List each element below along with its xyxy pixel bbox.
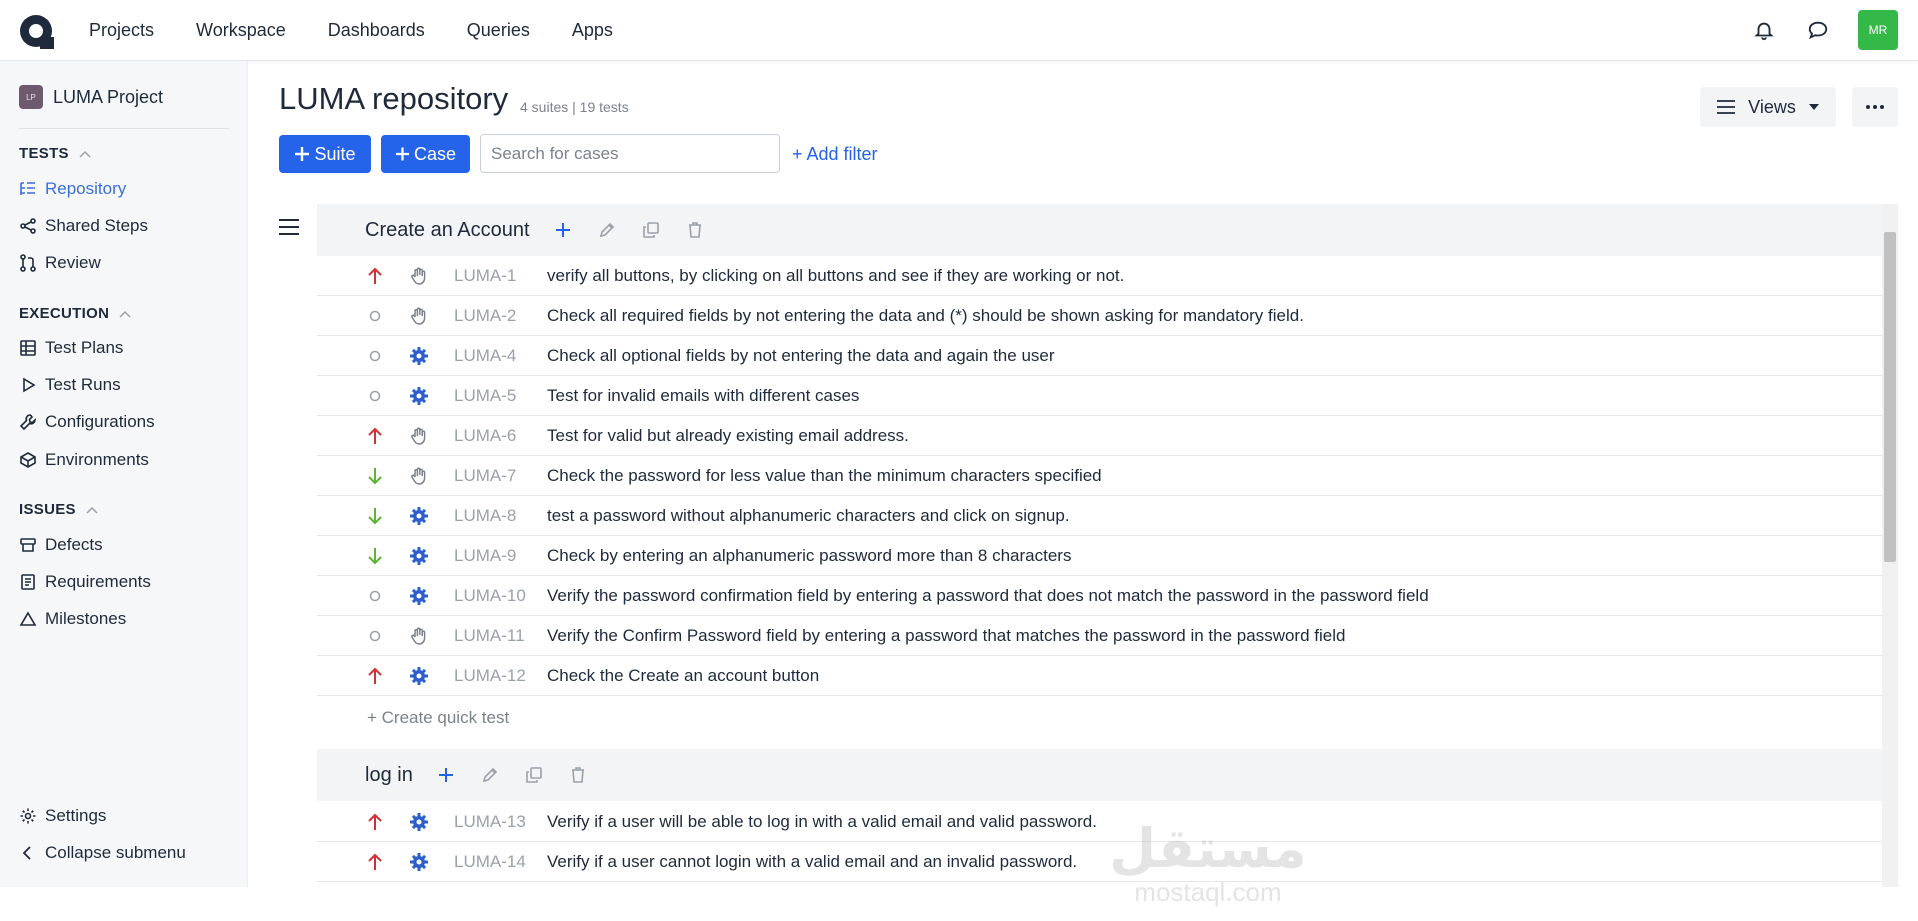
project-selector[interactable]: [19, 85, 163, 109]
project-badge: LP: [19, 85, 43, 109]
chat-bubble-icon[interactable]: [1804, 16, 1832, 44]
case-title[interactable]: Verify if a user will be able to log in with a valid email and valid password.: [547, 811, 1097, 831]
automated-gear-icon: [409, 546, 429, 566]
automated-gear-icon: [409, 506, 429, 526]
top-right-actions: [1750, 10, 1898, 50]
edit-pencil-icon[interactable]: [596, 219, 618, 241]
case-id[interactable]: LUMA-2: [454, 305, 517, 325]
case-title[interactable]: Check all optional fields by not entering the data and again the user: [547, 345, 1055, 365]
sidebar-item-shared-steps[interactable]: [19, 216, 148, 236]
page-subtitle: 4 suites | 19 tests: [520, 99, 629, 115]
sidebar-item-label: Environments: [45, 450, 149, 469]
chevron-left-icon: [19, 844, 37, 862]
views-dropdown[interactable]: [1700, 87, 1836, 127]
page-title: LUMA repository: [279, 81, 509, 116]
priority-none-icon: [367, 587, 383, 605]
automated-gear-icon: [409, 852, 429, 872]
sidebar-item-label: Test Plans: [45, 338, 124, 357]
section-execution-title: EXECUTION: [19, 305, 110, 322]
priority-low-icon: [367, 547, 383, 565]
sidebar-item-label: Settings: [45, 806, 107, 825]
sidebar-item-label: Collapse submenu: [45, 843, 186, 862]
manual-hand-icon: [409, 466, 429, 486]
sidebar-item-label: Repository: [45, 179, 127, 198]
nav-apps[interactable]: Apps: [571, 20, 613, 40]
sidebar-item-test-plans[interactable]: [19, 338, 123, 358]
case-title[interactable]: Check all required fields by not entering the data and (*) should be shown asking for mandatory field.: [547, 305, 1304, 325]
clone-copy-icon[interactable]: [523, 764, 545, 786]
case-id[interactable]: LUMA-11: [454, 625, 525, 645]
sidebar-item-label: Test Runs: [45, 375, 121, 394]
edit-pencil-icon[interactable]: [479, 764, 501, 786]
nav-workspace[interactable]: Workspace: [196, 20, 286, 40]
case-id[interactable]: LUMA-6: [454, 425, 517, 445]
search-cases-input[interactable]: [480, 134, 780, 173]
priority-high-icon: [367, 813, 383, 831]
suite-name: log in: [365, 763, 413, 786]
table-row[interactable]: [317, 336, 1885, 376]
sidebar-item-configurations[interactable]: [19, 412, 155, 432]
create-quick-test-link[interactable]: + Create quick test: [367, 708, 510, 727]
project-name: LUMA Project: [53, 86, 164, 107]
priority-high-icon: [367, 267, 383, 285]
tree-toggle-menu-icon[interactable]: [278, 218, 300, 236]
priority-none-icon: [367, 627, 383, 645]
gear-icon: [19, 807, 37, 825]
case-title[interactable]: Verify the Confirm Password field by entering a password that matches the password in the password field: [547, 625, 1346, 645]
user-avatar[interactable]: MR: [1858, 10, 1898, 50]
case-id[interactable]: LUMA-10: [454, 585, 526, 605]
wrench-icon: [19, 413, 37, 431]
main-content: [248, 61, 1918, 907]
sidebar-item-milestones[interactable]: [19, 609, 126, 629]
collapse-submenu-button[interactable]: [19, 843, 186, 863]
plus-icon: [294, 146, 310, 162]
priority-none-icon: [367, 347, 383, 365]
section-tests[interactable]: [19, 145, 91, 162]
case-id[interactable]: LUMA-13: [454, 811, 526, 831]
case-title[interactable]: Test for invalid emails with different cases: [547, 385, 860, 405]
nav-dashboards[interactable]: Dashboards: [327, 20, 425, 40]
priority-low-icon: [367, 467, 383, 485]
table-row[interactable]: [317, 256, 1885, 296]
plus-icon: [395, 146, 410, 162]
table-row[interactable]: [317, 296, 1885, 336]
sidebar-item-settings[interactable]: [19, 806, 106, 826]
sidebar-item-label: Milestones: [45, 609, 127, 628]
section-execution[interactable]: [19, 305, 131, 322]
priority-high-icon: [367, 427, 383, 445]
case-id[interactable]: LUMA-8: [454, 505, 517, 525]
clone-copy-icon[interactable]: [640, 219, 662, 241]
case-id[interactable]: LUMA-7: [454, 465, 517, 485]
delete-trash-icon[interactable]: [567, 764, 589, 786]
priority-low-icon: [367, 507, 383, 525]
sidebar-item-defects[interactable]: [19, 535, 103, 555]
chevron-up-icon: [79, 150, 91, 158]
manual-hand-icon: [409, 266, 429, 286]
defect-icon: [19, 536, 37, 554]
section-issues-title: ISSUES: [19, 501, 76, 518]
case-id[interactable]: LUMA-4: [454, 345, 517, 365]
table-list-icon: [19, 339, 37, 357]
automated-gear-icon: [409, 812, 429, 832]
table-row[interactable]: [317, 416, 1885, 456]
menu-lines-icon: [1716, 99, 1736, 115]
case-title[interactable]: Verify if a user cannot login with a valid email and an invalid password.: [547, 851, 1078, 871]
ellipsis-icon: [1866, 105, 1884, 109]
list-tree-icon: [19, 180, 37, 198]
more-options-button[interactable]: [1852, 87, 1898, 127]
top-navigation-bar: [0, 0, 1918, 61]
nav-queries[interactable]: Queries: [466, 20, 530, 40]
app-logo-icon[interactable]: [18, 13, 54, 49]
play-icon: [19, 376, 37, 394]
case-title[interactable]: Test for valid but already existing email address.: [547, 425, 909, 445]
document-icon: [19, 573, 37, 591]
priority-none-icon: [367, 307, 383, 325]
sidebar-item-repository[interactable]: [19, 179, 126, 199]
sidebar-item-label: Review: [45, 253, 101, 272]
add-case-button[interactable]: [381, 135, 470, 173]
suite-name: Create an Account: [365, 218, 530, 241]
sidebar-divider: [19, 128, 229, 129]
automated-gear-icon: [409, 666, 429, 686]
automated-gear-icon: [409, 386, 429, 406]
nav-projects[interactable]: Projects: [89, 20, 155, 40]
suite-header-create-account[interactable]: [317, 204, 1885, 256]
git-pull-request-icon: [19, 254, 37, 272]
case-id[interactable]: LUMA-12: [454, 665, 526, 685]
case-id[interactable]: LUMA-1: [454, 265, 517, 285]
case-title[interactable]: Check the Create an account button: [547, 665, 820, 685]
main-nav: [89, 0, 655, 61]
add-case-to-suite-icon[interactable]: [552, 219, 574, 241]
case-title[interactable]: verify all buttons, by clicking on all buttons and see if they are working or not.: [547, 265, 1125, 285]
sidebar-item-test-runs[interactable]: [19, 375, 121, 395]
priority-high-icon: [367, 667, 383, 685]
manual-hand-icon: [409, 306, 429, 326]
caret-down-icon: [1808, 103, 1820, 111]
sidebar-item-label: Shared Steps: [45, 216, 149, 235]
case-id[interactable]: LUMA-14: [454, 851, 526, 871]
case-id[interactable]: LUMA-9: [454, 545, 517, 565]
case-title[interactable]: Check the password for less value than the minimum characters specified: [547, 465, 1102, 485]
add-case-label: Case: [413, 143, 456, 164]
views-label: Views: [1748, 96, 1796, 117]
case-id[interactable]: LUMA-5: [454, 385, 517, 405]
priority-high-icon: [367, 853, 383, 871]
priority-none-icon: [367, 387, 383, 405]
table-row[interactable]: [317, 616, 1885, 656]
table-row[interactable]: [317, 456, 1885, 496]
chevron-up-icon: [86, 506, 98, 514]
add-suite-button[interactable]: [279, 135, 371, 173]
case-title[interactable]: Check by entering an alphanumeric password more than 8 characters: [547, 545, 1072, 565]
cube-icon: [19, 451, 37, 469]
sidebar-item-environments[interactable]: [19, 450, 149, 470]
scrollbar-thumb[interactable]: [1884, 232, 1896, 562]
manual-hand-icon: [409, 426, 429, 446]
add-case-to-suite-icon[interactable]: [435, 764, 457, 786]
manual-hand-icon: [409, 626, 429, 646]
chevron-up-icon: [119, 310, 131, 318]
sidebar-item-label: Requirements: [45, 572, 151, 591]
table-row[interactable]: [317, 376, 1885, 416]
sidebar-item-label: Defects: [45, 535, 103, 554]
add-suite-label: Suite: [314, 143, 356, 164]
section-tests-title: TESTS: [19, 145, 69, 162]
notifications-bell-icon[interactable]: [1750, 16, 1778, 44]
suite-header-log-in[interactable]: [317, 749, 1885, 801]
watermark-logo: مستقل mostaql.com: [1109, 819, 1307, 907]
share-nodes-icon: [19, 217, 37, 235]
section-issues[interactable]: [19, 501, 98, 518]
automated-gear-icon: [409, 586, 429, 606]
sidebar: [0, 61, 248, 887]
sidebar-item-review[interactable]: [19, 253, 101, 273]
delete-trash-icon[interactable]: [684, 219, 706, 241]
table-row[interactable]: [317, 576, 1885, 616]
automated-gear-icon: [409, 346, 429, 366]
table-row[interactable]: [317, 656, 1885, 696]
case-title[interactable]: Verify the password confirmation field by entering a password that does not match the password in the password field: [547, 585, 1429, 605]
table-row[interactable]: [317, 536, 1885, 576]
triangle-icon: [19, 610, 37, 628]
sidebar-item-requirements[interactable]: [19, 572, 151, 592]
sidebar-item-label: Configurations: [45, 412, 155, 431]
add-filter-button[interactable]: + Add filter: [792, 144, 878, 164]
table-row[interactable]: [317, 496, 1885, 536]
case-title[interactable]: test a password without alphanumeric characters and click on signup.: [547, 505, 1070, 525]
